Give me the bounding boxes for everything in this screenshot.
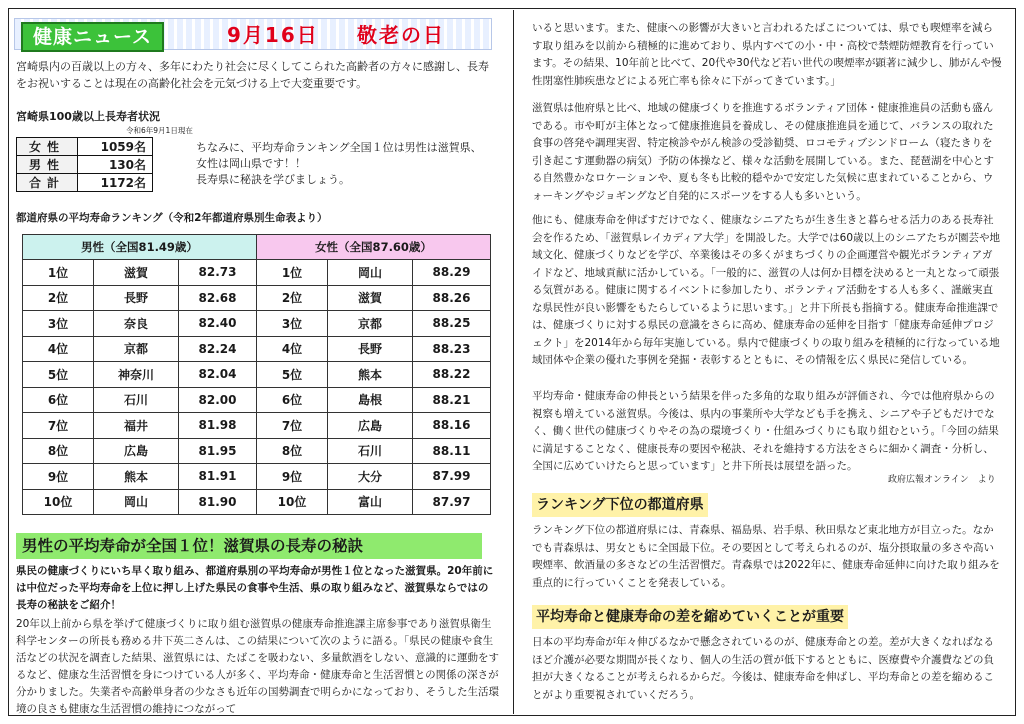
female-life-expectancy: 88.29 <box>413 260 491 286</box>
rank-position: 10位 <box>23 489 94 515</box>
rank-position: 4位 <box>257 336 328 362</box>
female-prefecture: 京都 <box>328 311 413 337</box>
male-life-expectancy: 81.91 <box>179 464 257 490</box>
note-line: 女性は岡山県です！！ <box>196 157 306 170</box>
rank-position: 5位 <box>23 362 94 388</box>
male-prefecture: 京都 <box>94 336 179 362</box>
row-label: 女性 <box>17 138 78 156</box>
rank-position: 2位 <box>257 285 328 311</box>
rank-position: 3位 <box>23 311 94 337</box>
row-value: 130名 <box>78 156 153 174</box>
rank-position: 1位 <box>23 260 94 286</box>
female-prefecture: 富山 <box>328 489 413 515</box>
male-prefecture: 岡山 <box>94 489 179 515</box>
rank-position: 7位 <box>23 413 94 439</box>
male-life-expectancy: 81.98 <box>179 413 257 439</box>
rank-position: 3位 <box>257 311 328 337</box>
row-value: 1172名 <box>78 174 153 192</box>
male-prefecture: 長野 <box>94 285 179 311</box>
banner-event: 敬老の日 <box>357 23 445 47</box>
female-prefecture: 岡山 <box>328 260 413 286</box>
shiga-headline: 男性の平均寿命が全国１位！滋賀県の長寿の秘訣 <box>16 533 482 559</box>
table-row <box>23 311 491 337</box>
table-row <box>23 464 491 490</box>
female-life-expectancy: 88.21 <box>413 387 491 413</box>
female-prefecture: 大分 <box>328 464 413 490</box>
table-row <box>23 489 491 515</box>
male-prefecture: 神奈川 <box>94 362 179 388</box>
article-paragraph: 他にも、健康寿命を伸ばすだけでなく、健康なシニアたちが生き生きと暮らせる活力のある長寿社会を作るため、「滋賀県レイカディア大学」を開設した。大学では60歳以上のシニアたちが園芸や地域文化、健康づくりなどを学び、卒業後はその多くがまちづくりの企画運営や観光ボランティアガイドなど、地域貢献に活かしている。「一般的に、滋賀の人は何か目標を決めると一丸となって頑張る気質がある。健康に関するイベントに参加したり、ボランティア活動をする人も多く、謹厳実直な県民性が良い影響をもたらしているように思います。」と井下所長も指摘する。健康寿命推進課では、健康づくりに対する県民の意識をさらに高め、健康寿命の延伸を目指す「健康寿命延伸プロジェクト」を2014年から毎年実施している。県内で健康づくりの取り組みを積極的に行なっている地域団体や企業の優れた事例を発掘・表彰するとともに、その情報を広く県民に発信している。 <box>532 214 1001 366</box>
male-prefecture: 石川 <box>94 387 179 413</box>
female-header: 女性（全国87.60歳） <box>257 235 491 260</box>
shiga-body: 20年以上前から県を挙げて健康づくりに取り組む滋賀県の健康寿命推進課主席参事であり滋賀県衛生科学センターの所長も務める井下英二さんは、この結果について次のように語る。「県民の健康や食生活などの状況を調査した結果、滋賀県には、たばこを吸わない、多量飲酒をしない、意識的に運動をするなど、健康な生活習慣を身につけている人が多く、平均寿命・健康寿命と生活習慣との関係の深さが分かりました。失業者や高齢単身者の少なさも近年の国勢調査で明らかになっており、そうした生活環境の良さも健康な生活習慣の維持につながって <box>16 618 499 715</box>
ranking-table <box>22 234 491 515</box>
note-line: ちなみに、平均寿命ランキング全国１位は男性は滋賀県、 <box>196 141 482 154</box>
female-life-expectancy: 88.16 <box>413 413 491 439</box>
male-life-expectancy: 82.04 <box>179 362 257 388</box>
female-prefecture: 滋賀 <box>328 285 413 311</box>
female-life-expectancy: 88.22 <box>413 362 491 388</box>
table-row <box>23 413 491 439</box>
female-life-expectancy: 88.11 <box>413 438 491 464</box>
rank-position: 4位 <box>23 336 94 362</box>
row-label: 男性 <box>17 156 78 174</box>
table-row <box>17 174 153 192</box>
female-life-expectancy: 88.26 <box>413 285 491 311</box>
rank-position: 9位 <box>23 464 94 490</box>
newsletter-title: 健康ニュース <box>21 22 164 52</box>
table-row <box>23 387 491 413</box>
table-row <box>23 260 491 286</box>
male-life-expectancy: 82.24 <box>179 336 257 362</box>
female-life-expectancy: 88.25 <box>413 311 491 337</box>
rank-position: 7位 <box>257 413 328 439</box>
rank-position: 5位 <box>257 362 328 388</box>
rank-position: 1位 <box>257 260 328 286</box>
male-prefecture: 広島 <box>94 438 179 464</box>
rank-position: 8位 <box>23 438 94 464</box>
male-header: 男性（全国81.49歳） <box>23 235 257 260</box>
low-ranking-heading: ランキング下位の都道府県 <box>532 493 708 517</box>
female-life-expectancy: 87.99 <box>413 464 491 490</box>
centenarian-table <box>16 137 153 192</box>
rank-position: 6位 <box>257 387 328 413</box>
centenarian-as-of: 令和6年9月1日現在 <box>126 126 193 135</box>
row-label: 合計 <box>17 174 78 192</box>
male-life-expectancy: 82.00 <box>179 387 257 413</box>
row-value: 1059名 <box>78 138 153 156</box>
table-row <box>23 362 491 388</box>
low-ranking-body: ランキング下位の都道府県には、青森県、福島県、岩手県、秋田県など東北地方が目立った。なかでも青森県は、男女ともに全国最下位。その要因として考えられるのが、塩分摂取量の多さや高い喫煙率、飲酒量の多さなどの生活習慣だ。青森県では2022年に、健康寿命延伸に向けた取り組みを重点的に行っていくことを発表している。 <box>532 524 1000 589</box>
table-row <box>17 156 153 174</box>
ranking-note <box>196 140 482 188</box>
male-life-expectancy: 82.73 <box>179 260 257 286</box>
female-prefecture: 長野 <box>328 336 413 362</box>
female-prefecture: 島根 <box>328 387 413 413</box>
table-row <box>23 336 491 362</box>
source-credit: 政府広報オンライン より <box>888 475 996 485</box>
male-life-expectancy: 81.90 <box>179 489 257 515</box>
female-life-expectancy: 88.23 <box>413 336 491 362</box>
rank-position: 8位 <box>257 438 328 464</box>
banner-date: 9月16日 <box>227 23 319 47</box>
shiga-lead: 県民の健康づくりにいち早く取り組み、都道府県別の平均寿命が男性１位となった滋賀県。20年前には中位だった平均寿命を上位に押し上げた県民の食事や生活、県の取り組みなど、滋賀県ならではの長寿の秘訣をご紹介！ <box>16 565 494 611</box>
male-prefecture: 福井 <box>94 413 179 439</box>
note-line: 長寿県に秘訣を学びましょう。 <box>196 173 350 186</box>
article-paragraph: いると思います。また、健康への影響が大きいと言われるたばこについては、県でも喫煙率を減らす取り組みを以前から積極的に進めており、県内すべての小・中・高校で禁煙防煙教育を行っています。その結果、10年前と比べて、20代や30代など若い世代の喫煙率が顕著に減少し、肺がんや慢性閉塞性肺疾患などによる死亡率も徐々に下がってきています。」 <box>532 22 1002 87</box>
table-row <box>23 438 491 464</box>
article-paragraph: 滋賀県は他府県と比べ、地域の健康づくりを推進するボランティア団体・健康推進員の活動も盛んである。市や町が主体となって健康推進員を養成し、その健康推進員を通じて、バランスの取れた食事の啓発や調理実習、特定検診やがん検診の受診勧奨、ロコモティブシンドローム（寝たきりを引き起こす運動器の病気）予防の体操など、様々な活動を展開している。また、琵琶湖を中心とする自然豊かなロケーションや、夏も冬も比較的穏やかで安定した気候に恵まれていることから、ウォーキングやジョギングなど自発的にスポーツをする人も多いという。 <box>532 102 994 202</box>
title-banner <box>14 18 492 50</box>
male-prefecture: 奈良 <box>94 311 179 337</box>
male-life-expectancy: 81.95 <box>179 438 257 464</box>
female-prefecture: 広島 <box>328 413 413 439</box>
male-prefecture: 熊本 <box>94 464 179 490</box>
ranking-body <box>23 260 491 515</box>
gap-heading: 平均寿命と健康寿命の差を縮めていくことが重要 <box>532 605 848 629</box>
table-row <box>17 138 153 156</box>
rank-position: 9位 <box>257 464 328 490</box>
female-life-expectancy: 87.97 <box>413 489 491 515</box>
table-row <box>23 285 491 311</box>
male-life-expectancy: 82.40 <box>179 311 257 337</box>
column-divider <box>513 10 514 714</box>
intro-text: 宮崎県内の百歳以上の方々、多年にわたり社会に尽くしてこられた高齢者の方々に感謝し、長寿をお祝いすることは現在の高齢化社会を元気づける上で大変重要です。 <box>16 60 489 90</box>
rank-position: 2位 <box>23 285 94 311</box>
rank-position: 6位 <box>23 387 94 413</box>
article-paragraph: 平均寿命・健康寿命の伸長という結果を伴った多角的な取り組みが評価され、今では他府県からの視察も増えている滋賀県。今後は、県内の事業所や大学なども手を携え、シニアや子どもだけでなく、働く世代の健康づくりやその為の環境づくり・仕組みづくりにも取り組むという。「今回の結果に満足することなく、健康長寿の要因や秘訣、それを維持する方法をさらに細かく調査・分析し、全国に広めていけたらと思っています」と井下所長は展望を語った。 <box>532 390 999 472</box>
gap-body: 日本の平均寿命が年々伸びるなかで懸念されているのが、健康寿命との差。差が大きくなればなるほど介護が必要な期間が長くなり、個人の生活の質が低下するとともに、医療費や介護費などの負担が大きくなることが考えられるからだ。今後は、健康寿命を伸ばし、平均寿命との差を縮めることがより重要視されていくだろう。 <box>532 636 994 701</box>
centenarian-heading: 宮崎県100歳以上長寿者状況 <box>16 110 160 123</box>
male-prefecture: 滋賀 <box>94 260 179 286</box>
female-prefecture: 熊本 <box>328 362 413 388</box>
rank-position: 10位 <box>257 489 328 515</box>
male-life-expectancy: 82.68 <box>179 285 257 311</box>
ranking-header-row <box>23 235 491 260</box>
ranking-heading: 都道府県の平均寿命ランキング（令和2年都道府県別生命表より） <box>16 212 328 224</box>
female-prefecture: 石川 <box>328 438 413 464</box>
